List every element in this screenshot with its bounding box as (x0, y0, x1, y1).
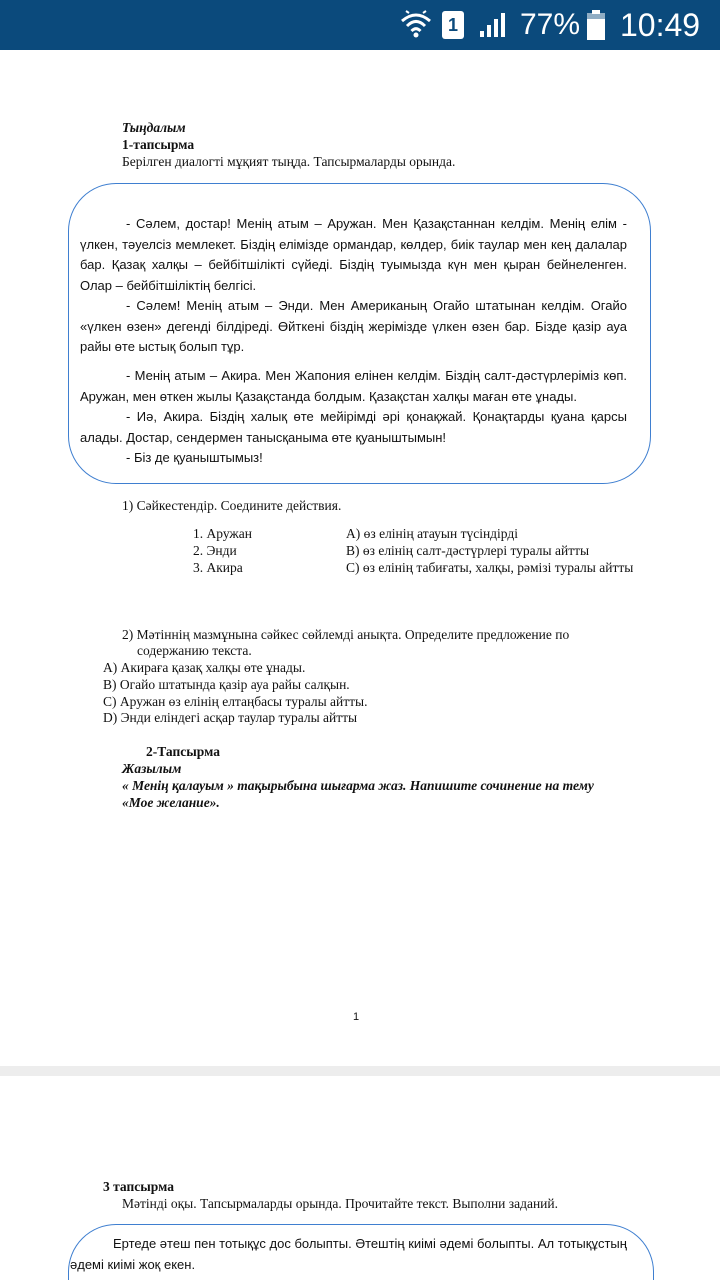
battery-icon (585, 0, 607, 50)
question2-option-b: B) Огайо штатында қазір ауа райы салқын. (103, 677, 350, 692)
match-left-2: 2. Энди (193, 543, 237, 558)
document-page-1 (0, 50, 720, 1066)
task2-instruction: « Менің қалауым » тақырыбына шығарма жаз. Напишите сочинение на тему (122, 778, 594, 793)
match-left-1: 1. Аружан (193, 526, 252, 541)
task1-title: 1-тапсырма (122, 137, 195, 152)
page-separator (0, 1066, 720, 1076)
signal-icon (478, 0, 508, 50)
question1-prompt: 1) Сәйкестендір. Соедините действия. (122, 498, 342, 513)
question2-prompt: 2) Мәтіннің мазмұнына сәйкес сөйлемді анықта. Определите предложение по (122, 627, 570, 642)
sim-badge: 1 (442, 11, 464, 39)
task3-instruction: Мәтінді оқы. Тапсырмаларды орында. Прочитайте текст. Выполни заданий. (122, 1196, 559, 1211)
status-bar (0, 0, 720, 50)
task2-instruction-continued: «Мое желание». (122, 795, 220, 810)
question2-option-d: D) Энди еліндегі асқар таулар туралы айтты (103, 710, 358, 725)
task2-title: 2-Тапсырма (146, 744, 220, 759)
story-line-1: Ертеде әтеш пен тотықұс дос болыпты. Әтештің киімі әдемі болыпты. Ал тотықұстың (113, 1236, 627, 1251)
battery-percent: 77% (520, 8, 581, 41)
match-left-3: 3. Акира (193, 560, 243, 575)
question2-prompt-continued: содержанию текста. (137, 643, 252, 658)
question2-option-c: C) Аружан өз елінің елтаңбасы туралы айтты. (103, 694, 368, 709)
dialogue-paragraph-closing: - Біз де қуаныштымыз! (126, 450, 263, 465)
section-listening-heading: Тыңдалым (122, 120, 186, 135)
question2-option-a: A) Акираға қазақ халқы өте ұнады. (103, 660, 306, 675)
dialogue-paragraph-aruzhan-reply: - Иә, Акира. Біздің халық өте мейірімді әрі қонақжай. Қонақтарды қуана қарсы алады. Достар, сендермен танысқаныма өте қуаныштымын! (80, 409, 627, 445)
dialogue-paragraph-andy: - Сәлем! Менің атым – Энди. Мен Американың Огайо штатынан келдім. Огайо «үлкен өзен» дегенді білдіреді. Өйткені біздің жерімізде үлкен өзен бар. Бізде қазір ауа райы өте ыстық болып тұр. (80, 298, 627, 354)
wifi-icon (400, 0, 432, 50)
clock: 10:49 (620, 6, 701, 43)
page-number: 1 (353, 1011, 360, 1023)
task3-title: 3 тапсырма (103, 1179, 174, 1194)
task1-instruction: Берілген диалогті мұқият тыңда. Тапсырмаларды орында. (122, 154, 456, 169)
match-right-a: A) өз елінің атауын түсіндірді (346, 526, 518, 541)
section-writing-heading: Жазылым (122, 761, 182, 776)
story-line-2: әдемі киімі жоқ екен. (70, 1257, 196, 1272)
match-right-c: C) өз елінің табиғаты, халқы, рәмізі туралы айтты (346, 560, 634, 575)
document-page-2 (0, 1076, 720, 1280)
dialogue-paragraph-aruzhan: - Сәлем, достар! Менің атым – Аружан. Мен Қазақстаннан келдім. Менің елім - үлкен, тәуелсіз мемлекет. Біздің елімізде ормандар, көлдер, биік таулар мен кең далалар бар. Қазақ халқы – бейбітшілікті сүйеді. Біздің туымызда күн мен қыран бейнеленген. Олар – бейбітшіліктің белгісі. (80, 216, 627, 293)
match-right-b: B) өз елінің салт-дәстүрлері туралы айтты (346, 543, 590, 558)
sim-card-icon (442, 0, 464, 50)
dialogue-paragraph-akira: - Менің атым – Акира. Мен Жапония елінен келдім. Біздің салт-дәстүрлеріміз көп. Аружан, мен өткен жылы Қазақстанда болдым. Қазақстан халқы маған өте ұнады. (80, 368, 627, 404)
